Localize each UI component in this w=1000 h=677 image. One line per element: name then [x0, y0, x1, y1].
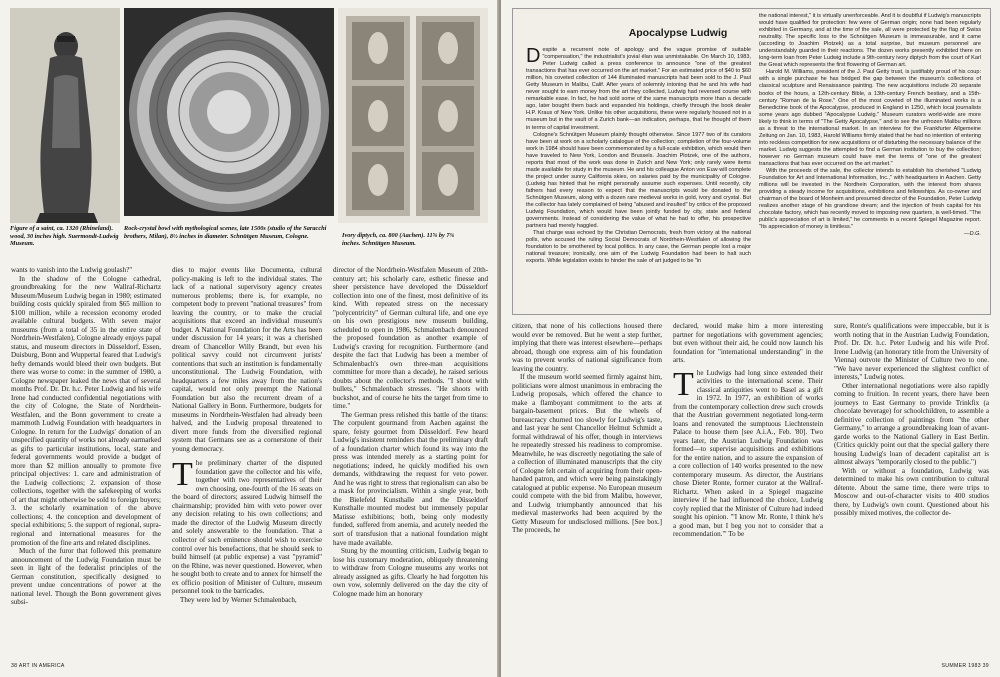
paragraph: director of the Nordrhein-Westfalen Museum of 20th-century art; his scholarly care, esthetic finesse and sheer persistence have developed the Düsseldorf collection into one of the finest, most definitive of its kind. With repeated stress on the necessary "polycentricity" of German cultural life, and one eye on his own prestigious new museum building, scheduled to open in 1986, Schmalenbach denounced the proposed foundation as another example of Ludwig's craving for recognition. Furthermore (and despite the fact that Ludwig has been a member of Schmalenbach's own three-man acquisitions committee for more than a decade), he raised serious doubts about the collector's methods. "I shoot with bullets," Schmalenbach stresses. "He shoots with buckshot, and of course he hits the target from time to time.": [333, 266, 488, 411]
sidebar-column-1: [526, 47, 751, 309]
saint-figure-image: [10, 8, 120, 223]
signature: —D.G.: [964, 231, 981, 238]
paragraph: They were led by Werner Schmalenbach,: [180, 595, 297, 604]
left-column-3: [333, 266, 488, 656]
paragraph: [172, 456, 322, 596]
paragraph: sure, Ronte's qualifications were impeccable, but it is worth noting that in the Austrian Ludwig Foundation, Prof. Dr. Dr. h.c. Peter Ludwig and his wife Prof. Irene Ludwig (an honorary title from the University of Vienna) outvote the Minister of Culture two to one. "We have never experienced the slightest conflict of interests," Ludwig notes.: [834, 322, 989, 382]
paragraph: With or without a foundation, Ludwig was determined to make his own contribution to cultural détente. About the same time, there were trips to Moscow and out-of-character visits to 400 studios there, by Ludwig's own count. Questioned about his possibly mixed motives, the collector de-: [834, 466, 989, 518]
drop-cap: T: [673, 365, 694, 403]
paragraph: Harold M. Williams, president of the J. Paul Getty trust, is justifiably proud of his coup: with a single purchase he has bridged the gap between the museum's collections of classical sculpture and Renaissance painting. The new acquisitions include 20 separate books of the hours, a 12th-century Bible, a 13th-century French bestiary, and a 15th-century "Roman de la Rose." One of the most coveted of the illuminated works is a Benedictine book of the Apocalypse, produced in England in 1250, which local journalists some years ago dubbed "Apocalypse Ludwig." Museum curators world-wide are more likely to think in terms of "The Getty Apocalypse," and to see the unfrozen Malibu millions as a threat to the international market. In an interview for the Frankfurter Allgemeine Zeitung on Jan. 10, 1983, Harold Williams firmly stated that he had no intention of entering into reckless competition for new acquisitions or of disturbing the necessary balance of the market. Ludwig suggests the attempted to find a German institution to buy the collection; however no German museum could have met the terms of "one of the greatest transactions that has ever occurred on the art market.": [759, 69, 981, 167]
photo-ivory-diptych: [338, 8, 488, 223]
paragraph-text: he preliminary charter of the disputed foundation gave the collector and his wife, together with two representatives of their own choosing, one-fourth of the 16 seats on the board of directors; assured Ludwig himself the chairmanship; provided him with veto power over any decision relating to his own collections; and made the director of the Ludwig Museum directly and solely answerable to the foundation. That a collector of such eminence should wish to exercise control over his benefactions, that he should seek to build himself (at public expense) a vast "pyramid" on the Rhine, was never questioned. However, when he sought both to create and to annex for himself the ex officio position of Minister of Culture, museum personnel took to the barricades.: [172, 459, 322, 596]
paragraph: the national interest," it is virtually unenforceable. And it is doubtful if Ludwig's manuscripts would have qualified for protection: few were of German origin; none had been regularly exhibited in Germany, and at the time of the sale, all were protected by the flag of Swiss neutrality. The specific loss to the Schnütgen Museum is immeasurable, and it came (according to Joachim Plotzek) as a total surprise, but museum personnel are understandably guarded in their reactions. The dozen works presently exhibited there on long-term loan from Peter Ludwig include a 9th-century ivory diptych from the court of Karl the Great which represents the first flowering of German art.: [759, 13, 981, 69]
right-page: [501, 0, 1000, 677]
left-page: [0, 0, 499, 677]
folio-left: 38 ART IN AMERICA: [11, 663, 65, 669]
drop-cap: T: [172, 456, 193, 494]
paragraph-text: he Ludwigs had long since extended their activities to the international scene. Their classical antiquities went to Basel as a gift in 1972. In 1977, an exhibition of works from the contemporary collection drew such crowds that the Austrian government negotiated long-term loans and renovated the sumptuous Liechtenstein Palace to house them [see A.i.A., Feb. '80]. Two years later, the Austrian Ludwig Foundation was formed—to supervise acquisitions and exhibitions for the entire nation, and to assure the expansion of a core collection of 140 works presented to the new contemporary museum. As director, the Austrians chose Dieter Ronte, former curator at the Wallraf-Richartz. When asked in a Spiegel magazine interview if he had influenced the choice, Ludwig coyly replied that the Minister of Culture had indeed sought his opinion. "'I know Mr. Ronte, I think he's a good man, but I beg you not to consider that a recommendation.'" To be: [673, 368, 823, 539]
paragraph: Much of the furor that followed this premature announcement of the Ludwig Foundation must be seen in light of the federalist principles of the German constitution, specifically designed to prevent undue concentrations of power at the national level. Though the Bonn government gives subsi-: [11, 547, 161, 607]
paragraph: declared, would make him a more interesting partner for negotiations with government agencies; but even without their aid, he could now launch his foundation for "international understanding" in the arts.: [673, 322, 823, 365]
caption-saint: Figure of a saint, ca. 1320 (Rhineland). wood, 30 inches high. Suermondt-Ludwig Museum.: [10, 225, 119, 248]
folio-right: SUMMER 1983 39: [941, 663, 989, 669]
paragraph: dies to major events like Documenta, cultural policy-making is left to the individual states. The lack of a national supervisory agency creates numerous problems; there is, for example, no competent body to prevent "national treasures" from leaving the country, or to make the crucial acquisitions that exceed an individual museum's budget. A National Foundation for the Arts has been under discussion for 14 years; it was a cherished dream of Chancellor Willy Brandt, but even his political savvy could not circumvent jurists' contentions that such an institution is fundamentally unconstitutional. The Ludwig Foundation, with headquarters a few miles away from the nation's capital, would not only preempt the National Foundation but also the recurrent dream of a National Gallery in Bonn. Furthermore, budgets for museums in Nordrhein-Westfalen had already been halved, and the Ludwig proposal threatened to divert more funds from the diversified regional system that Germans see as a cornerstone of their young democracy.: [172, 266, 322, 453]
crystal-bowl-image: [124, 8, 334, 216]
sidebar-column-2: [759, 13, 981, 309]
left-column-1: [11, 266, 161, 656]
paragraph: The German press relished this battle of the titans: The corpulent gourmand from Aachen against the spare, feisty gourmet from Düsseldorf. Few heard Ludwig's insistent reminders that the preliminary draft of a foundation charter which found its way into the press was intended merely as a starting point for negotiations; indeed, he quickly modified his own demands, withdrawing the request for veto power. And he was right to stress that regionalism can also be a mask for provincialism. Within a single year, both the Bielefeld Kunsthalle and the Düsseldorf Kunsthalle mounted modest but immensely popular Matisse exhibitions; both, being only modestly funded, suffered from anemia, and acutely needed the sort of transfusion that a national foundation might have made available.: [333, 410, 488, 547]
right-column-1: [512, 322, 662, 656]
left-column-2: [172, 266, 322, 656]
paragraph: citizen, that none of his collections housed there would ever be removed. But he went a step further, implying that there was interest elsewhere—perhaps abroad, though one express aim of his foundation was to prevent works of national significance from leaving the country.: [512, 322, 662, 373]
right-column-3: [834, 322, 989, 656]
paragraph: Stung by the mounting criticism, Ludwig began to lose his customary moderation, obliquely threatening to withdraw from Cologne museums any works not already assigned as gifts. Clearly he had forgotten his own vow, solemnly delivered on the day the city of Cologne made him an honorary: [333, 547, 488, 598]
photo-crystal-bowl: [124, 8, 334, 216]
right-column-2: [673, 322, 823, 656]
paragraph: That charge was echoed by the Christian Democrats, fresh from victory at the national polls, who accused the ruling Social Democrats of Nordrhein-Westfalen of allowing the foundation to be smothered by local politics. In any case, the German people lost a major national treasure; ironically, one aim of the Ludwig Foundation had been to halt such exports. While legislation exists to hinder the sale of art judged to be "in: [526, 230, 751, 265]
drop-cap: D: [526, 47, 541, 67]
sidebar-title: Apocalypse Ludwig: [628, 27, 728, 39]
sidebar-box: [512, 8, 991, 315]
ivory-diptych-image: [338, 8, 488, 223]
caption-diptych: Ivory diptych, ca. 800 (Aachen). 11⅝ by 7⅜ inches. Schnütgen Museum.: [342, 232, 455, 247]
paragraph: Other international negotiations were also rapidly coming to fruition. In recent years, there have been journeys to East Germany to provide Trinkfix (a chocolate beverage) for schoolchildren, to assemble a definitive collection of paintings from "the other Germany," to arrange a groundbreaking loan of avant-garde works to the National Gallery in East Berlin. (Critics quickly point out that the special gallery there housing Ludwig's loan of decadent capitalist art is almost always "temporarily closed to the public."): [834, 381, 989, 467]
caption-bowl: Rock-crystal bowl with mythological scenes, late 1500s (studio of the Saracchi brothers, Milan), 8½ inches in diameter. Schnütgen Museum, Cologne.: [124, 225, 327, 240]
paragraph: [673, 365, 823, 539]
paragraph: [526, 47, 751, 132]
paragraph: Cologne's Schnütgen Museum plainly thought otherwise. Since 1977 two of its curators have been at work on a scholarly catalogue of the collection; completion of the four-volume work in 1984 should have been commemorated by a full-scale exhibition, which would then have traveled to New York, London and Brussels. Joachim Plotzek, one of the authors, reports that most of the work was done in Zurich and New York; only rarely were items made available for study in the museum. He and his colleague Anton von Euw will complete the project under sunny California skies, on salaries paid by the municipality of Cologne. (Ludwig has hinted that he might personally assume such expenses. Until recently, city fathers had every reason to expect that the manuscripts would be donated to the Schnütgen Museum, along with a dozen rare medieval works in gold, ivory and crystal. But the collector has lately complained of being "abused and insulted" by critics of the proposed Ludwig Foundation, which would have been jointly funded by city, state and federal governments. Instead of considering the value of what he had to offer, his prospective partners had merely haggled.: [526, 131, 751, 230]
paragraph: With the proceeds of the sale, the collector intends to establish his cherished "Ludwig Foundation for Art and International Information, Inc.," with headquarters in Aachen. Getty millions will be invested in the Nordhein Corporation, with the interest from shares providing a steady income for acquisitions, exhibitions and fellowships. As co-owner and chairman of the board of Monheim and presumed director of the Foundation, Peter Ludwig realizes another stage of his grandiose dream; and the injection of fresh capital for his chocolate factory, which has recently moved to imposing new quarters, is well-timed. "The public's appreciation of art is limited," he comments in a recent Spiegel Magazine report. "Its appreciation of money is limitless.": [759, 168, 981, 231]
paragraph: wants to vanish into the Ludwig goulash?": [11, 266, 133, 274]
paragraph: In the shadow of the Cologne cathedral, groundbreaking for the new Wallraf-Richartz Museum/Museum Ludwig began in 1980; estimated building costs quickly spiraled from $65 million to $100 million, while a recession economy eroded available cultural budgets. With seven major museums (from a total of 35 in the entire state of Nordrhein-Westfalen), Cologne already enjoys papal status, and museum directors in Düsseldorf, Essen, Duisburg, Bonn and Wuppertal feared that Ludwig's hefty demands would bleed their own budgets. But there was worse to come: in the summer of 1980, a Cologne newspaper leaked the news that of several months Prof. Dr. Dr. h.c. Peter Ludwig and his wife Irene had conducted confidential negotiations with the city of Cologne, the State of Nordrhein-Westfalen, and the Bonn government to create a mammoth Ludwig Foundation with headquarters in Cologne. In return for the Ludwigs' donation of an unspecified quantity of works not already earmarked as gifts to particular institutions, local, state and federal governments would provide a budget of more than $2 million annually to promote five principal objectives: 1. care and administration of the Ludwig collections; 2. expansion of those collections, together with the safekeeping of works of art that might otherwise be sold to foreign buyers; 3. the scholarly examination of the above collections; 4. the conception and development of special exhibitions; 5. the support of regional, supra-regional and international measures for the promotion of the fine arts and related disciplines.: [11, 274, 161, 547]
paragraph-text: espite a recurrent note of apology and the vague promise of suitable "compensation," the industrialist's jovial élan was unmistakable. On March 10, 1983, Peter Ludwig called a press conference to announce "one of the greatest transactions that has ever occurred on the art market." For an estimated price of $40 to $60 million, his coveted collection of 144 illuminated manuscripts had been sold to the J. Paul Getty Museum in Malibu, Calif. After years of solemnly intoning that he and his wife had never sought to earn money from the art they collected, Ludwig had reversed course with remarkable ease. In fact, he had sold some of the same manuscripts more than a decade ago, later bought them back and expanded his holdings, chiefly through the book dealer H.P. Kraus of New York. Unlike his other acquisitions, these were regularly housed not in a museum but in the vault of a Zurich bank—an indication, perhaps, that he thought of them in terms of capital investment.: [526, 47, 751, 131]
paragraph: If the museum world seemed firmly against him, politicians were almost unanimous in embracing the Ludwig proposals, which offered the chance to make a flamboyant commitment to the arts at bargain-basement prices. But the wheels of bureaucracy churned too slowly for Ludwig's taste, and last year he sent Chancellor Helmut Schmidt a formal withdrawal of his offer, though in interviews he repeatedly stressed his readiness to compromise. Meanwhile, he was discreetly negotiating the sale of a collection of illuminated manuscripts that the city of Cologne felt certain of acquiring from their open-handed patron, and which were being painstakingly catalogued at public expense. No European museum could compete with the bid from Malibu, however, and Ludwig triumphantly announced that his medieval masterworks had been acquired by the Getty Museum for undisclosed millions. [See box.] The proceeds, he: [512, 373, 662, 535]
photo-saint-figure: [10, 8, 120, 223]
